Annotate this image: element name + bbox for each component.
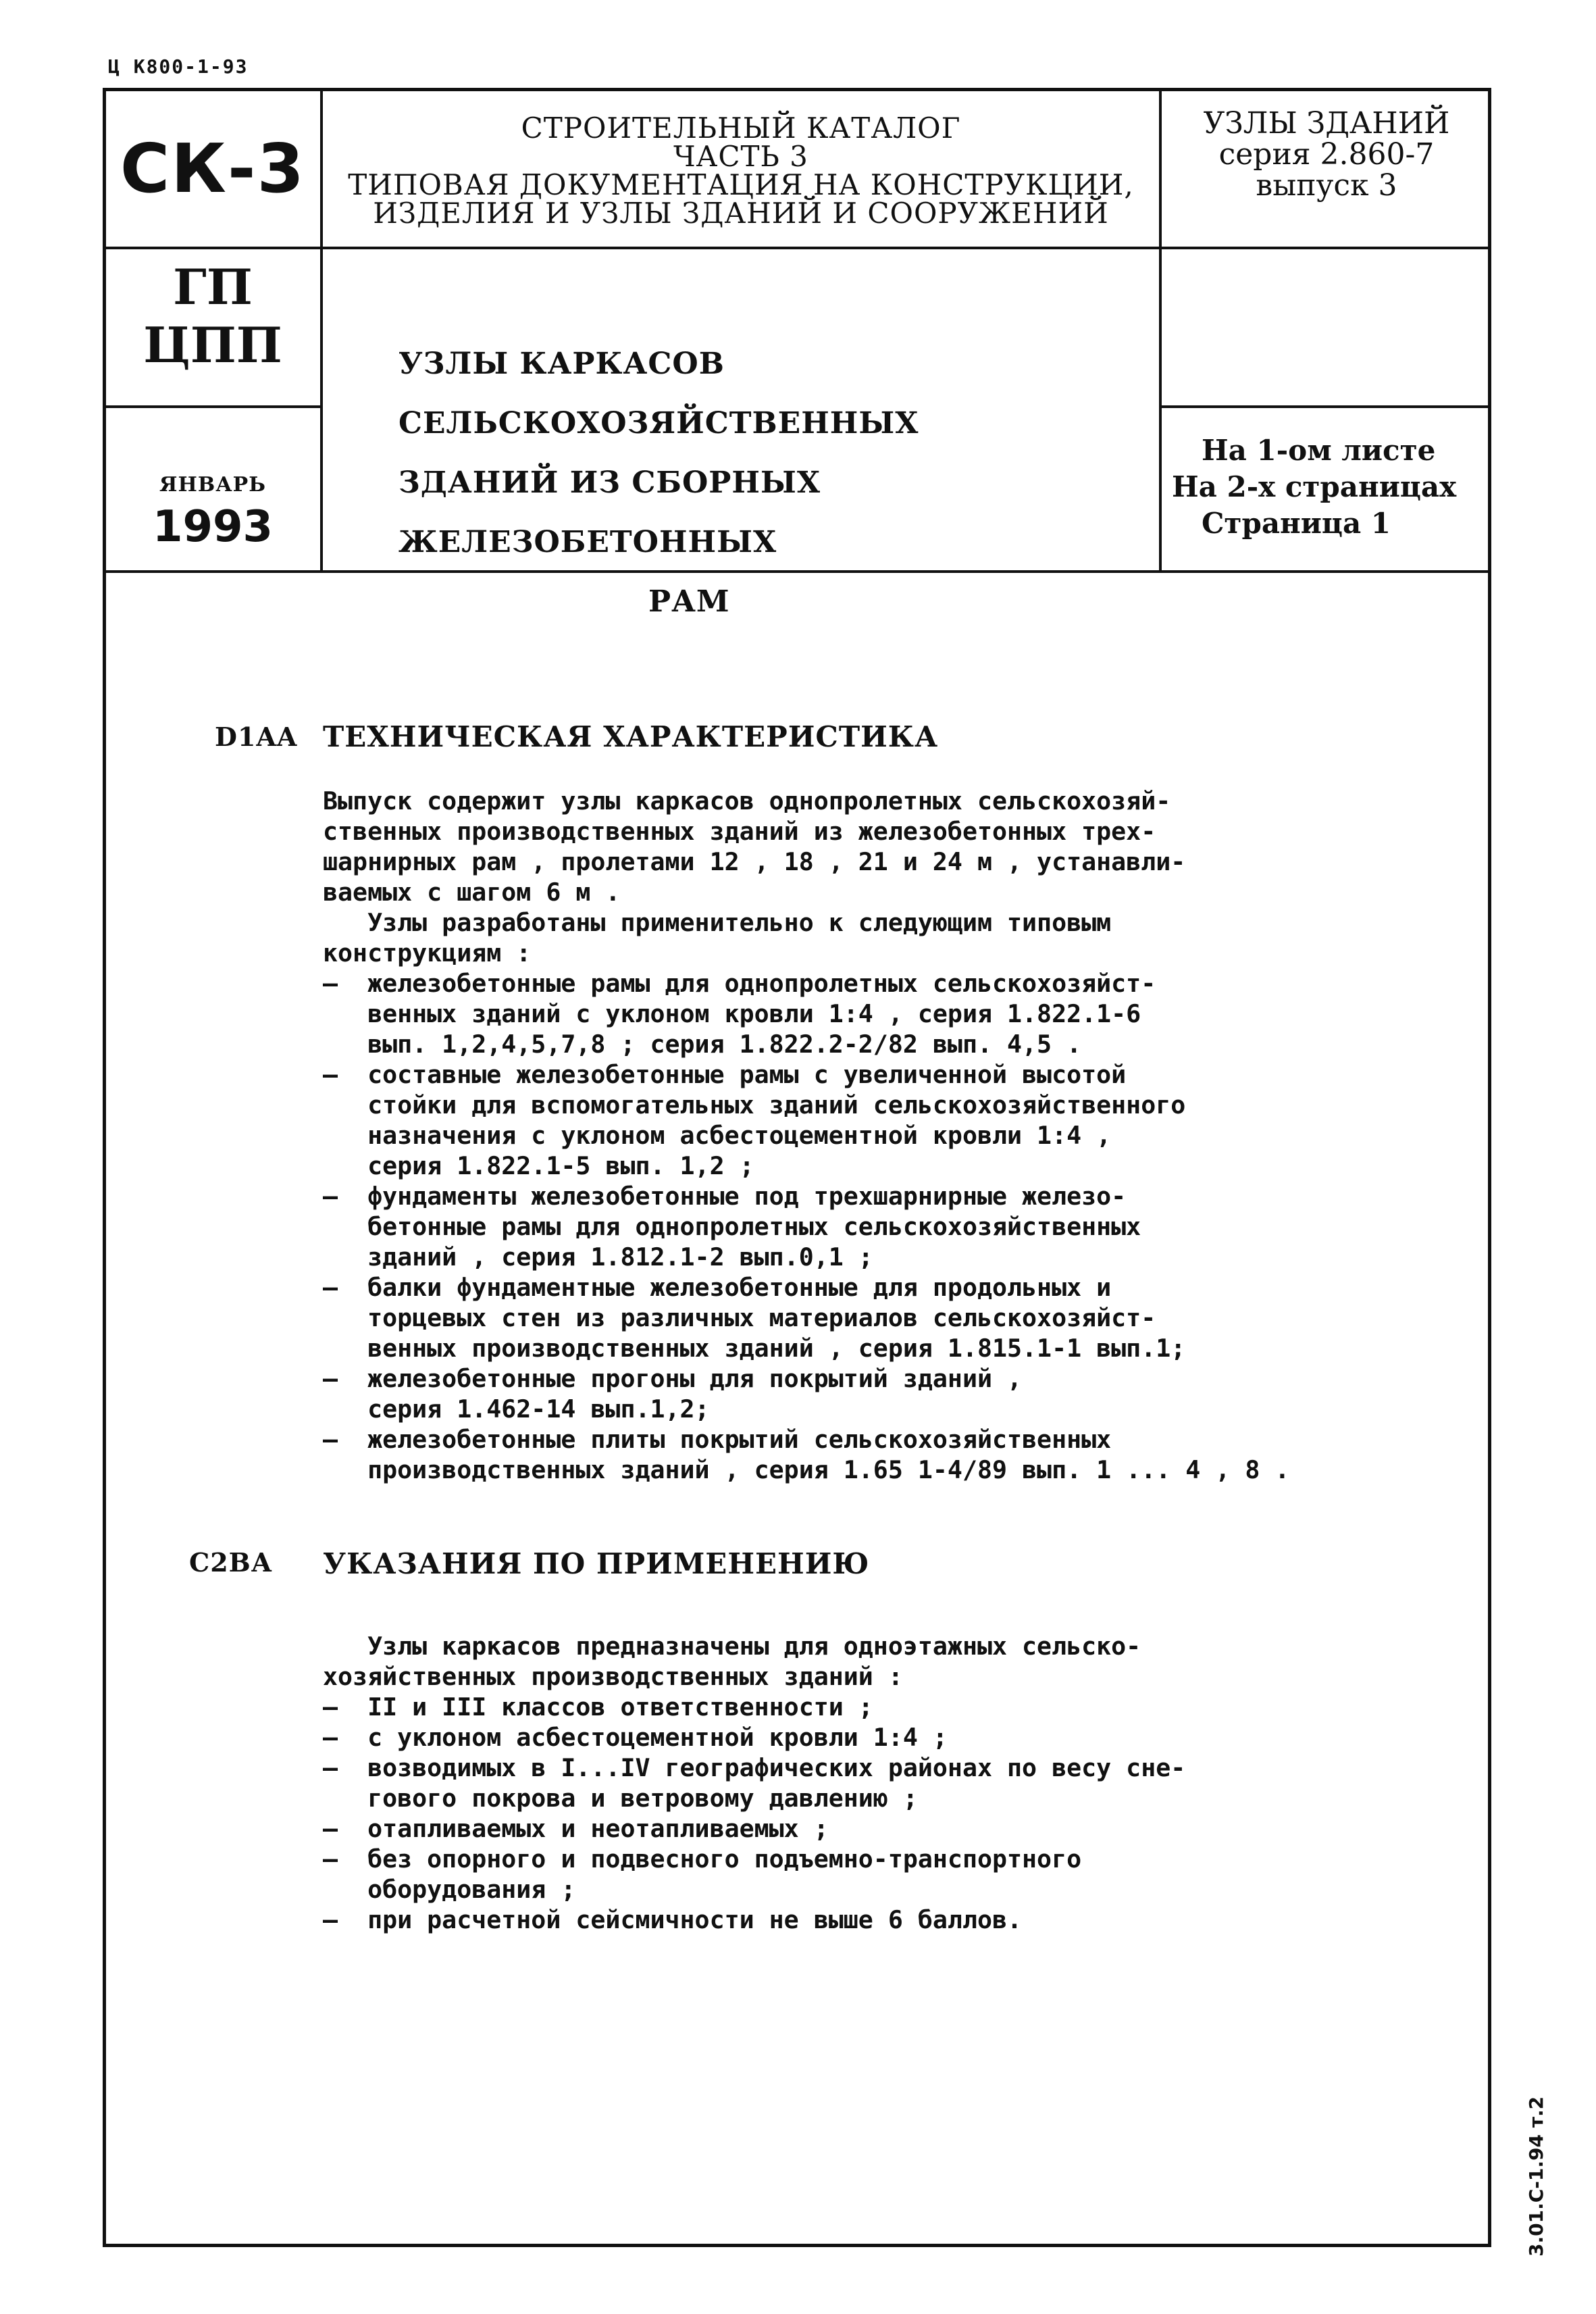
list-item: – железобетонные прогоны для покрытий зданий , xyxy=(323,1364,1023,1393)
text-line: шарнирных рам , пролетами 12 , 18 , 21 и 24 м , устанавли- xyxy=(323,847,1186,876)
title-block-divider xyxy=(103,405,320,408)
list-item: – II и III классов ответственности ; xyxy=(323,1692,873,1721)
organization-line: ГП xyxy=(173,258,253,316)
text-line: ваемых с шагом 6 м . xyxy=(323,878,621,907)
text-line: венных производственных зданий , серия 1.815.1-1 вып.1; xyxy=(323,1334,1186,1363)
catalog-line: ТИПОВАЯ ДОКУМЕНТАЦИЯ НА КОНСТРУКЦИИ, xyxy=(348,168,1134,201)
section-body xyxy=(323,786,1471,1485)
text-line: назначения с уклоном асбестоцементной кровли 1:4 , xyxy=(323,1121,1112,1150)
text-line: бетонные рамы для однопролетных сельскохозяйственных xyxy=(323,1212,1141,1241)
catalog-line: СТРОИТЕЛЬНЫЙ КАТАЛОГ xyxy=(521,111,961,145)
section-body xyxy=(323,1631,1471,1935)
text-line: серия 1.822.1-5 вып. 1,2 ; xyxy=(323,1151,754,1180)
text-line: торцевых стен из различных материалов сельскохозяйст- xyxy=(323,1303,1156,1332)
text-line: оборудования ; xyxy=(323,1875,576,1904)
document-title-line: УЗЛЫ КАРКАСОВ СЕЛЬСКОХОЗЯЙСТВЕННЫХ xyxy=(398,347,919,441)
series-issue: выпуск 3 xyxy=(1256,168,1397,203)
list-item: – отапливаемых и неотапливаемых ; xyxy=(323,1814,829,1843)
page-number: Страница 1 xyxy=(1202,507,1391,540)
text-line: Выпуск содержит узлы каркасов однопролетных сельскохозяй- xyxy=(323,786,1171,815)
series-title: УЗЛЫ ЗДАНИЙ xyxy=(1203,106,1450,141)
date-cell xyxy=(105,473,320,568)
text-line: Узлы каркасов предназначены для одноэтажных сельско- xyxy=(323,1632,1141,1661)
list-item: – балки фундаментные железобетонные для продольных и xyxy=(323,1273,1112,1302)
title-block-divider xyxy=(1160,405,1491,408)
page-count: На 2-х страницах xyxy=(1172,470,1457,503)
text-line: стойки для вспомогательных зданий сельскохозяйственного xyxy=(323,1090,1186,1120)
section-heading: ТЕХНИЧЕСКАЯ ХАРАКТЕРИСТИКА xyxy=(323,720,939,753)
title-block-divider xyxy=(103,247,1491,249)
text-line: вып. 1,2,4,5,7,8 ; серия 1.822.2-2/82 вып. 4,5 . xyxy=(323,1030,1082,1059)
organization-cell xyxy=(105,251,320,405)
series-cell xyxy=(1162,108,1491,230)
text-line: серия 1.462-14 вып.1,2; xyxy=(323,1394,710,1424)
sheet-info xyxy=(1172,432,1489,542)
catalog-line: ИЗДЕЛИЯ И УЗЛЫ ЗДАНИЙ И СООРУЖЕНИЙ xyxy=(373,196,1109,230)
text-line: Узлы разработаны применительно к следующим типовым xyxy=(323,908,1112,937)
list-item: – фундаменты железобетонные под трехшарнирные железо- xyxy=(323,1182,1127,1211)
side-archive-code: 3.01.С-1.94 т.2 xyxy=(1525,2096,1547,2257)
section-code: С2ВА xyxy=(189,1547,273,1578)
text-line: производственных зданий , серия 1.65 1-4/89 вып. 1 ... 4 , 8 . xyxy=(323,1455,1290,1484)
text-line: ственных производственных зданий из железобетонных трех- xyxy=(323,817,1156,846)
organization-line: ЦПП xyxy=(143,316,282,374)
list-item: – железобетонные рамы для однопролетных сельскохозяйст- xyxy=(323,969,1156,998)
document-title-line: РАМ xyxy=(648,584,730,619)
list-item: – возводимых в I...IV географических районах по весу сне- xyxy=(323,1753,1186,1782)
release-month: ЯНВАРЬ xyxy=(159,473,266,497)
list-item: – составные железобетонные рамы с увеличенной высотой xyxy=(323,1060,1127,1089)
sheet-count: На 1-ом листе xyxy=(1202,434,1436,467)
catalog-code: СК-3 xyxy=(120,129,306,208)
document-title-line: ЗДАНИЙ ИЗ СБОРНЫХ ЖЕЛЕЗОБЕТОННЫХ xyxy=(398,466,821,559)
list-item: – с уклоном асбестоцементной кровли 1:4 ; xyxy=(323,1723,948,1752)
list-item: – без опорного и подвесного подъемно-транспортного xyxy=(323,1844,1082,1873)
catalog-line: ЧАСТЬ 3 xyxy=(673,139,808,173)
text-line: зданий , серия 1.812.1-2 вып.0,1 ; xyxy=(323,1242,873,1272)
text-line: гового покрова и ветровому давлению ; xyxy=(323,1784,918,1813)
text-line: конструкциям : xyxy=(323,938,532,967)
catalog-description-cell xyxy=(323,101,1159,240)
text-line: хозяйственных производственных зданий : xyxy=(323,1662,903,1691)
list-item: – при расчетной сейсмичности не выше 6 баллов. xyxy=(323,1905,1023,1934)
section-code: D1AA xyxy=(215,722,298,752)
catalog-code-cell xyxy=(105,91,320,247)
text-line: венных зданий с уклоном кровли 1:4 , серия 1.822.1-6 xyxy=(323,999,1141,1028)
release-year: 1993 xyxy=(152,502,274,552)
section-heading: УКАЗАНИЯ ПО ПРИМЕНЕНИЮ xyxy=(323,1547,870,1580)
series-number: серия 2.860-7 xyxy=(1218,137,1435,172)
document-code: Ц К800-1-93 xyxy=(108,55,249,78)
document-title xyxy=(398,334,1148,632)
list-item: – железобетонные плиты покрытий сельскохозяйственных xyxy=(323,1425,1112,1454)
